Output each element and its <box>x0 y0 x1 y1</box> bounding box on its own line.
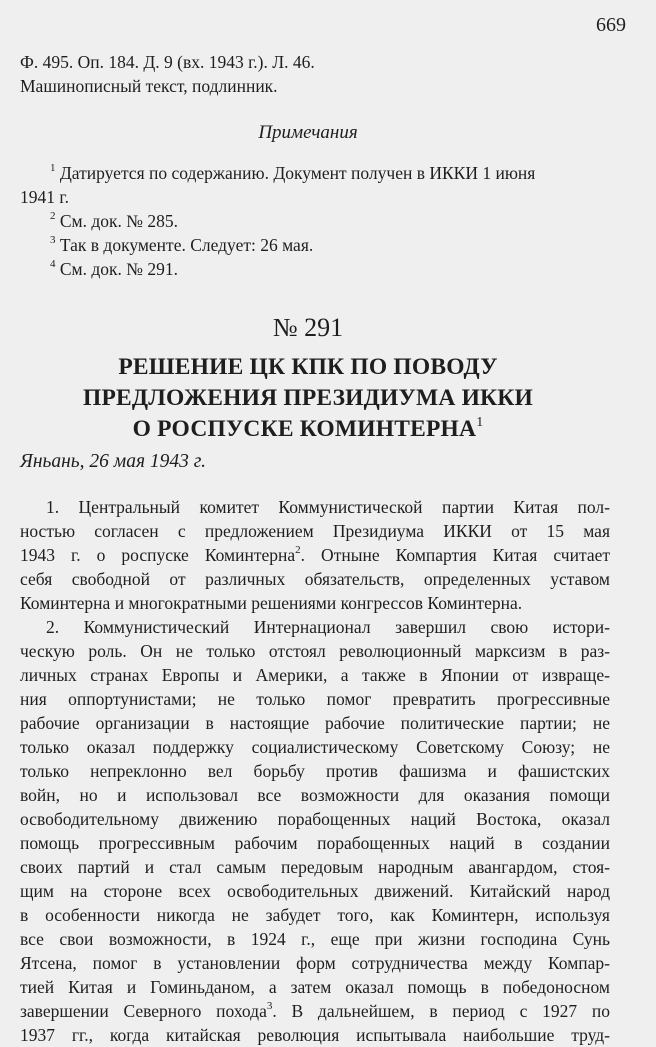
notes-title: Примечания <box>258 122 358 143</box>
dateline: Яньань, 26 мая 1943 г. <box>20 451 207 472</box>
text-fragment: . Отныне Компартия Китая считает <box>300 545 610 565</box>
document-number: № 291 <box>272 313 344 342</box>
text-line: все свои возможности, в 1924 г., еще при жизни господина Сунь <box>20 929 610 949</box>
text-line: ностью согласен с предложением Президиума ИККИ от 15 мая <box>20 521 610 541</box>
text-line: рабочие организации в настоящие рабочие политические партии; не <box>20 713 610 733</box>
text-line: 2. Коммунистический Интернационал завершил свою истори- <box>46 617 610 637</box>
heading-line-text: О РОСПУСКЕ КОМИНТЕРНА <box>132 416 477 442</box>
text-line: 1937 гг., когда китайская революция испытывала наибольшие труд- <box>20 1025 610 1045</box>
text-line: помощь прогрессивным рабочим порабощенных наций в создании <box>20 833 610 853</box>
note-marker: 4 <box>50 258 56 271</box>
note-continuation: 1941 г. <box>20 187 69 207</box>
text-line: Ятсена, помог в установлении форм сотрудничества между Компар- <box>20 953 610 973</box>
note-1 <box>20 161 610 209</box>
document-body <box>20 495 610 1047</box>
notes-list <box>20 161 610 281</box>
text-line: Коминтерна и многократными решениями конгрессов Коминтерна. <box>20 593 523 613</box>
note-marker: 2 <box>50 210 56 223</box>
text-fragment: завершении Северного похода <box>20 1001 267 1021</box>
text-line: в особенности никогда не забудет того, как Коминтерн, используя <box>20 905 610 925</box>
text-line: только непреклонно вел борьбу против фашизма и фашистских <box>20 761 610 781</box>
text-line: личных странах Европы и Америки, а также в Японии от извраще- <box>20 665 610 685</box>
text-line: тией Китая и Гоминьданом, а затем оказал помощь в победоносном <box>20 977 610 997</box>
text-line: ния оппортунистами; не только помог превратить прогрессивные <box>20 689 610 709</box>
note-marker: 3 <box>50 234 56 247</box>
text-fragment: 1943 г. о роспуске Коминтерна <box>20 545 296 565</box>
text-line: войн, но и использовал все возможности для оказания помощи <box>20 785 610 805</box>
page-number: 669 <box>596 14 626 36</box>
text-line: 1. Центральный комитет Коммунистической партии Китая пол- <box>46 497 610 517</box>
footnote-marker: 2 <box>295 544 301 557</box>
archive-note: Машинописный текст, подлинник. <box>20 76 278 96</box>
note-text: Так в документе. Следует: 26 мая. <box>55 235 314 255</box>
footnote-marker: 3 <box>266 1000 273 1013</box>
text-line: себя свободной от различных обязательств, определенных уставом <box>20 569 610 589</box>
note-text: См. док. № 285. <box>55 211 178 231</box>
text-line: освободительному движению порабощенных наций Востока, оказал <box>20 809 610 829</box>
paragraph-1 <box>20 495 610 615</box>
paragraph-2 <box>20 615 610 1047</box>
text-line: только оказал поддержку социалистическому Советскому Союзу; не <box>20 737 610 757</box>
note-text: См. док. № 291. <box>55 259 178 279</box>
note-text: Датируется по содержанию. Документ получен в ИККИ 1 июня <box>55 163 536 183</box>
heading-line: ПРЕДЛОЖЕНИЯ ПРЕЗИДИУМА ИККИ <box>82 385 534 411</box>
document-heading <box>0 352 616 445</box>
heading-line <box>0 414 616 445</box>
text-fragment: . В дальнейшем, в период с 1927 по <box>272 1001 610 1021</box>
text-line: ческую роль. Он не только отстоял революционный марксизм в раз- <box>20 641 610 661</box>
note-3 <box>20 233 610 257</box>
text-line <box>20 999 610 1023</box>
heading-line: РЕШЕНИЕ ЦК КПК ПО ПОВОДУ <box>118 354 498 380</box>
heading-footnote-marker: 1 <box>476 415 484 431</box>
text-line: своих партий и стал самым передовым народным авангардом, стоя- <box>20 857 610 877</box>
note-marker: 1 <box>50 162 56 175</box>
note-2 <box>20 209 610 233</box>
text-line: щим на стороне всех освободительных движений. Китайский народ <box>20 881 610 901</box>
archive-reference: Ф. 495. Оп. 184. Д. 9 (вх. 1943 г.). Л. 46. <box>20 52 315 72</box>
text-line <box>20 543 610 567</box>
archive-source <box>20 50 580 98</box>
note-4 <box>20 257 610 281</box>
